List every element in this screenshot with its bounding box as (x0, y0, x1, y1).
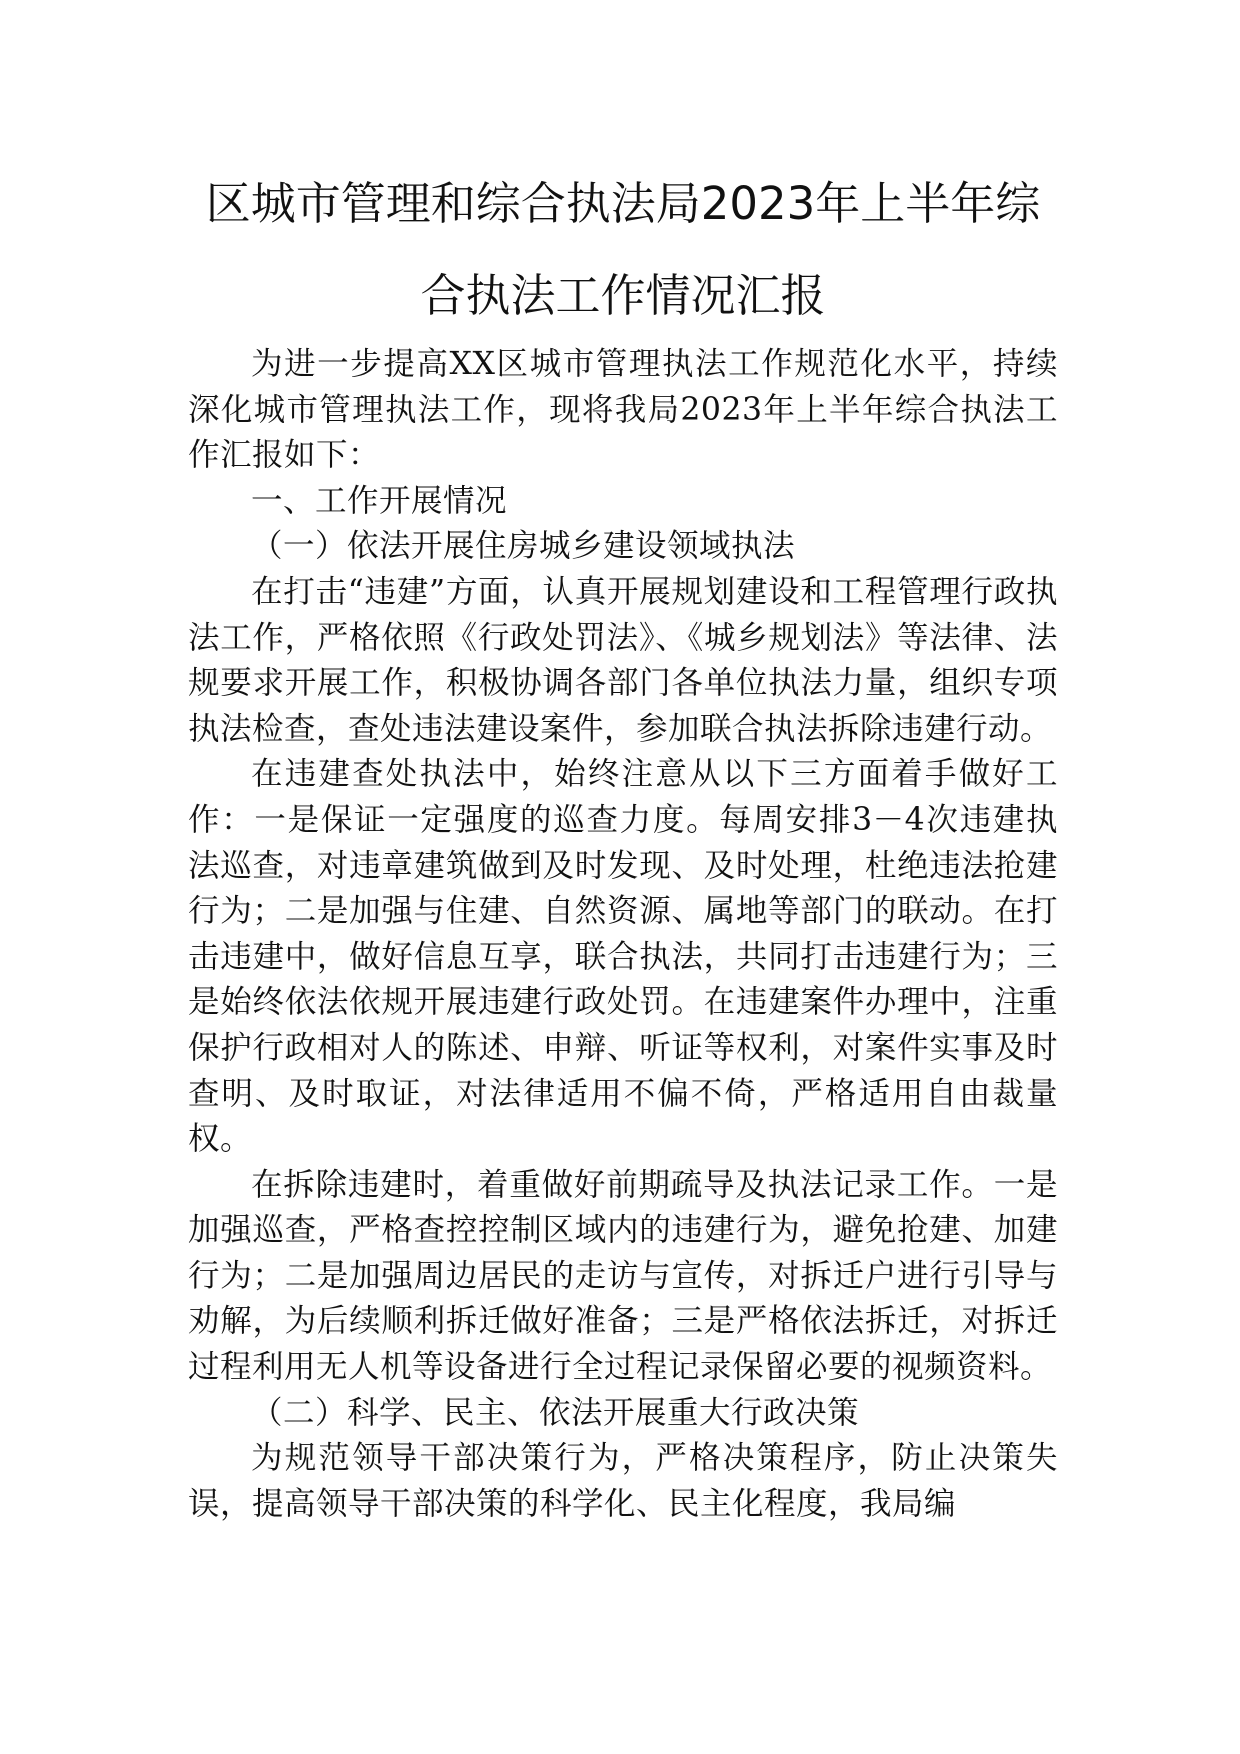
document-page (188, 158, 1058, 1527)
document-title: 区城市管理和综合执法局2023年上半年综合执法工作情况汇报 (205, 177, 1041, 322)
document-body (188, 342, 1058, 1527)
paragraph-demolition: 在拆除违建时，着重做好前期疏导及执法记录工作。一是加强巡查，严格查控控制区域内的违建行为，避免抢建、加建行为；二是加强周边居民的走访与宣传，对拆迁户进行引导与劝解，为后续顺利拆迁做好准备；三是严格依法拆迁，对拆迁过程利用无人机等设备进行全过程记录保留必要的视频资料。 (188, 1166, 1058, 1386)
paragraph-enforcement-aspects: 在违建查处执法中，始终注意从以下三方面着手做好工作：一是保证一定强度的巡查力度。每周安排3－4次违建执法巡查，对违章建筑做到及时发现、及时处理，杜绝违法抢建行为；二是加强与住建、自然资源、属地等部门的联动。在打击违建中，做好信息互享，联合执法，共同打击违建行为；三是始终依法依规开展违建行政处罚。在违建案件办理中，注重保护行政相对人的陈述、申辩、听证等权利，对案件实事及时查明、及时取证，对法律适用不偏不倚，严格适用自由裁量权。 (188, 756, 1058, 1158)
paragraph-illegal-construction: 在打击“违建”方面，认真开展规划建设和工程管理行政执法工作，严格依照《行政处罚法》、《城乡规划法》等法律、法规要求开展工作，积极协调各部门各单位执法力量，组织专项执法检查，查处违法建设案件，参加联合执法拆除违建行动。 (188, 573, 1058, 747)
paragraph-decision-making: 为规范领导干部决策行为，严格决策程序，防止决策失误，提高领导干部决策的科学化、民主化程度，我局编 (188, 1440, 1058, 1522)
subsection-heading-housing-enforcement: （一）依法开展住房城乡建设领域执法 (251, 528, 796, 565)
subsection-heading-major-decisions: （二）科学、民主、依法开展重大行政决策 (251, 1394, 860, 1431)
section-heading-work-progress: 一、工作开展情况 (251, 482, 508, 519)
intro-paragraph: 为进一步提高XX区城市管理执法工作规范化水平，持续深化城市管理执法工作，现将我局2023年上半年综合执法工作汇报如下： (188, 346, 1058, 474)
